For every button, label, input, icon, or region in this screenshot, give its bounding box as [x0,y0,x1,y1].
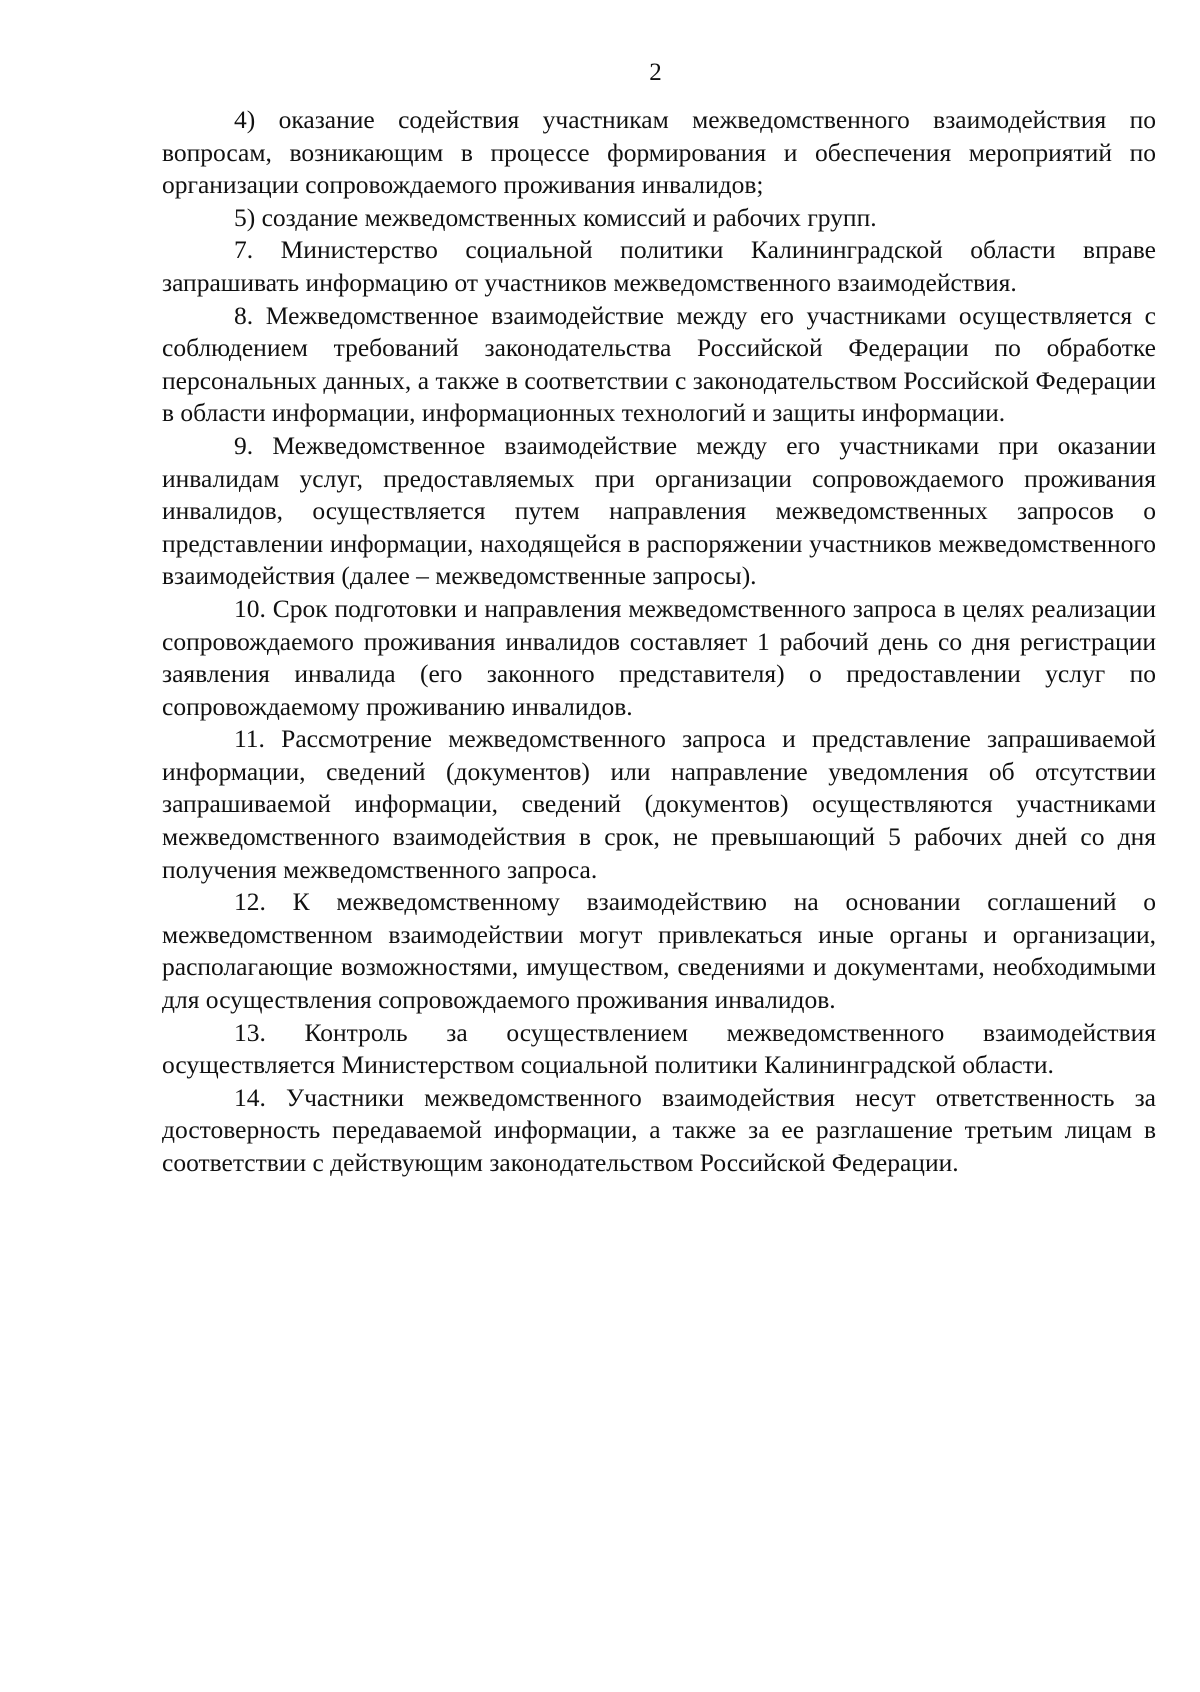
page-number: 2 [649,59,662,86]
paragraph-9: 9. Межведомственное взаимодействие между его участниками при оказании инвалидам услуг, предоставляемых при организации сопровождаемого проживания инвалидов, осуществляется путем направления межведомственных запросов о представлении информации, находящейся в распоряжении участников межведомственного взаимодействия (далее – межведомственные запросы). [162,430,1156,591]
paragraph-8: 8. Межведомственное взаимодействие между его участниками осуществляется с соблюдением требований законодательства Российской Федерации по обработке персональных данных, а также в соответствии с законодательством Российской Федерации в области информации, информационных технологий и защиты информации. [162,300,1156,428]
document-body [162,104,1156,1180]
paragraph-11: 11. Рассмотрение межведомственного запроса и представление запрашиваемой информации, сведений (документов) или направление уведомления об отсутствии запрашиваемой информации, сведений (документов) осуществляются участниками межведомственного взаимодействия в срок, не превышающий 5 рабочих дней со дня получения межведомственного запроса. [162,724,1156,884]
paragraph-10: 10. Срок подготовки и направления межведомственного запроса в целях реализации сопровождаемого проживания инвалидов составляет 1 рабочий день со дня регистрации заявления инвалида (его законного представителя) о предоставлении услуг по сопровождаемому проживанию инвалидов. [162,593,1156,721]
paragraph-13: 13. Контроль за осуществлением межведомственного взаимодействия осуществляется Министерством социальной политики Калининградской области. [162,1017,1156,1080]
paragraph-7: 7. Министерство социальной политики Калининградской области вправе запрашивать информацию от участников межведомственного взаимодействия. [162,235,1156,297]
paragraph-12: 12. К межведомственному взаимодействию на основании соглашений о межведомственном взаимодействии могут привлекаться иные органы и организации, располагающие возможностями, имуществом, сведениями и документами, необходимыми для осуществления сопровождаемого проживания инвалидов. [162,887,1156,1015]
paragraph-14: 14. Участники межведомственного взаимодействия несут ответственность за достоверность передаваемой информации, а также за ее разглашение третьим лицам в соответствии с действующим законодательством Российской Федерации. [162,1082,1156,1177]
paragraph-item-5: 5) создание межведомственных комиссий и рабочих групп. [234,202,877,232]
paragraph-item-4: 4) оказание содействия участникам межведомственного взаимодействия по вопросам, возникающим в процессе формирования и обеспечения мероприятий по организации сопровождаемого проживания инвалидов; [162,105,1156,200]
